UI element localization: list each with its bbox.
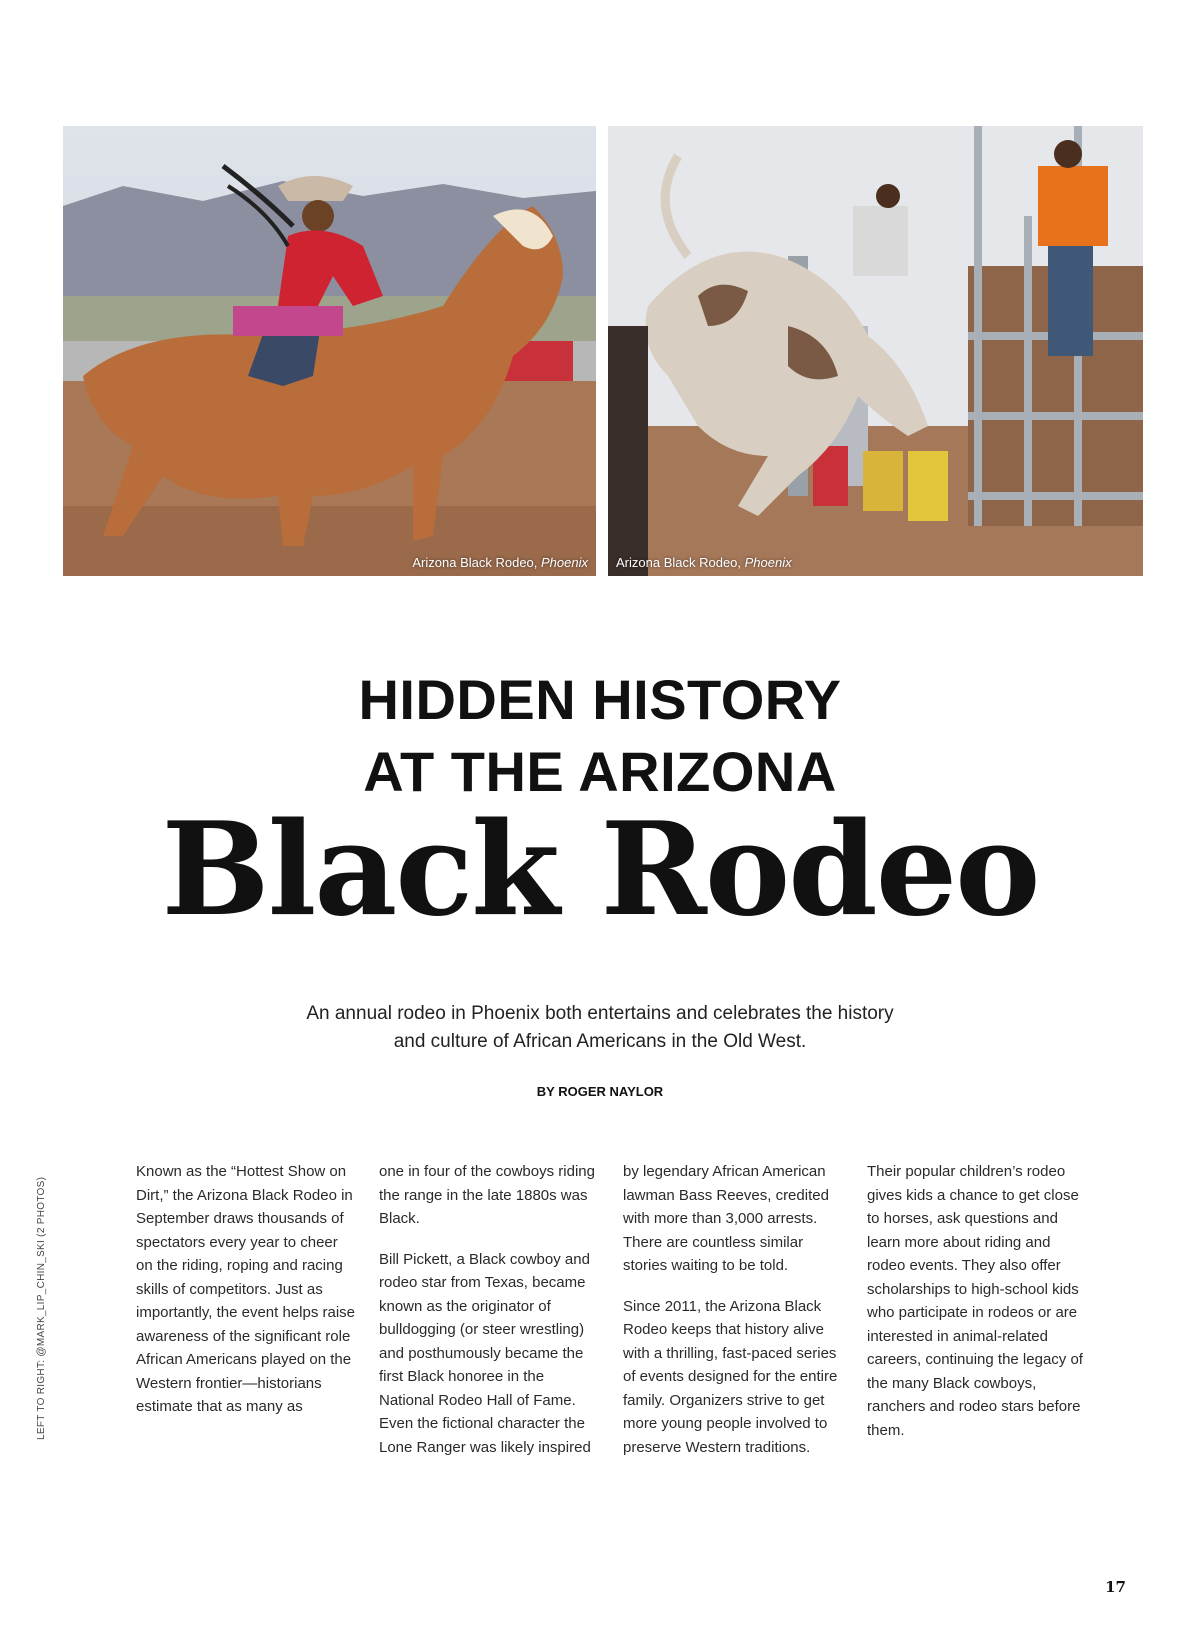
paragraph: Since 2011, the Arizona Black Rodeo keeps that history alive with a thrilling, fast-paced series of events designed for the entire family. Organizers strive to get more young people involved to preserve Western traditions.: [623, 1297, 838, 1456]
dek: An annual rodeo in Phoenix both entertains and celebrates the history and culture of African Americans in the Old West.: [306, 1003, 894, 1052]
photo-bull: [608, 126, 1143, 576]
article-column-2: [379, 1160, 601, 1476]
article-column-1: [136, 1160, 358, 1436]
article-column-4: [867, 1160, 1089, 1459]
paragraph: Known as the “Hottest Show on Dirt,” the Arizona Black Rodeo in September draws thousands of spectators every year to cheer on the riding, roping and racing skills of competitors. Just as importantly, the event helps raise awareness of the significant role African Americans played on the Western frontier—historians estimate that as many as: [136, 1163, 356, 1415]
paragraph: by legendary African American lawman Bass Reeves, credited with more than 3,000 arrests. There are countless similar stories waiting to be told.: [623, 1163, 829, 1274]
photo-barrel-racer: [63, 126, 596, 576]
page-number: 17: [1105, 1578, 1126, 1596]
paragraph: Their popular children’s rodeo gives kids a chance to get close to horses, ask questions and learn more about riding and rodeo events. They also offer scholarships to high-school kids who participate in rodeos or are interested in animal-related careers, continuing the legacy of the many Black cowboys, ranchers and rodeo stars before them.: [867, 1163, 1083, 1439]
headline-line-2: AT THE ARIZONA: [363, 740, 837, 803]
caption-place: Arizona Black Rodeo,: [616, 555, 742, 570]
headline-line-3: Black Rodeo: [161, 795, 1039, 945]
bull-image: [608, 126, 1143, 576]
caption-city: Phoenix: [541, 555, 588, 570]
paragraph: one in four of the cowboys riding the range in the late 1880s was Black.: [379, 1163, 595, 1227]
photo-caption: [616, 555, 792, 570]
caption-city: Phoenix: [744, 555, 792, 570]
caption-place: Arizona Black Rodeo,: [412, 555, 538, 570]
byline: BY ROGER NAYLOR: [536, 1084, 664, 1099]
photo-credit: LEFT TO RIGHT: @MARK_LIP_CHIN_SKI (2 PHOTOS): [36, 1176, 47, 1440]
article-column-3: [623, 1160, 845, 1476]
photo-caption: [412, 555, 588, 570]
headline-line-1: HIDDEN HISTORY: [358, 668, 842, 731]
barrel-racer-image: [63, 126, 596, 576]
paragraph: Bill Pickett, a Black cowboy and rodeo star from Texas, became known as the originator of bulldogging (or steer wrestling) and posthumously became the first Black honoree in the National Rodeo Hall of Fame. Even the fictional character the Lone Ranger was likely inspired: [379, 1250, 591, 1456]
